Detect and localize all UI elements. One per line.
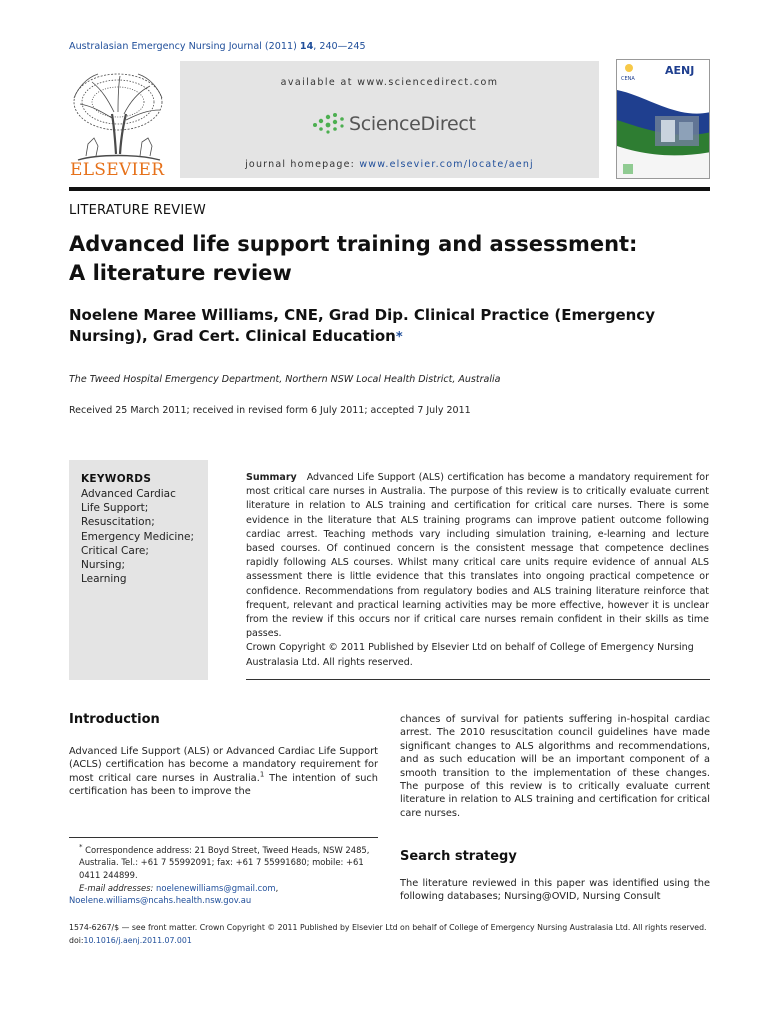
cover-badge: AENJ: [665, 64, 695, 77]
journal-pages: , 240—245: [313, 41, 366, 52]
abstract-divider: [246, 679, 710, 680]
keywords-heading: KEYWORDS: [81, 473, 152, 485]
abstract-summary: [246, 471, 709, 641]
introduction-paragraph: [69, 745, 378, 799]
authors-line2: Nursing), Grad Cert. Clinical Education: [69, 327, 396, 345]
keyword-item: Life Support;: [81, 502, 149, 515]
email-link-2[interactable]: Noelene.williams@ncahs.health.nsw.gov.au: [69, 895, 252, 906]
introduction-continued: chances of survival for patients suffering in-hospital cardiac arrest. The 2010 resuscitation council guidelines have made significant changes to ALS algorithms and recommendations, and as such education will be an important component of a smooth transition to the implementation of these changes. The purpose of this review is to critically evaluate current literature in relation to ALS training and certification for critical care nurses.: [400, 714, 710, 819]
introduction-text-b: The intention of such certification has been to improve the: [69, 772, 379, 798]
journal-cover-thumbnail[interactable]: [616, 59, 710, 179]
front-matter-line: 1574-6267/$ — see front matter. Crown Copyright © 2011 Published by Elsevier Ltd on behalf of College of Emergency Nursing Australasia Ltd. All rights reserved.: [69, 923, 707, 932]
footnote-mark: *: [79, 843, 83, 851]
doi-label: doi:: [69, 936, 84, 945]
keyword-item: Resuscitation;: [81, 516, 155, 529]
keyword-item: Learning: [81, 573, 127, 586]
doi-link[interactable]: 10.1016/j.aenj.2011.07.001: [83, 936, 192, 945]
sciencedirect-dots-icon: [311, 111, 347, 137]
email-link-1[interactable]: noelenewilliams@gmail.com: [156, 882, 276, 893]
abstract: [246, 471, 709, 670]
abstract-summary-text: Advanced Life Support (ALS) certification has become a mandatory requirement for most critical care nurses in Australia. The purpose of this review is to critically evaluate current literature in relation to ALS training and certification for critical care nurses. There is some evidence in the literature that ALS training programs can improve patient outcome following cardiac arrest. Teaching methods vary including simulation training, e-learning and lecture based courses. Of continued concern is the consistent message that competence declines rapidly following ALS courses. Whilst many critical care units require evidence of annual ALS assessment there is little evidence that this translates into ongoing practical competence or confidence. Recommendations from regulatory bodies and ALS training literature reinforce that frequent, relevant and practical learning activities may be more effective, however it is unclear from the review if this occurs nor if critical care nurses remain confident in their skills as time passes.: [246, 472, 709, 640]
footnote-address: [69, 841, 378, 882]
sciencedirect-wordmark: ScienceDirect: [349, 113, 476, 135]
article-authors: [69, 305, 709, 348]
journal-cover-image: [617, 60, 710, 179]
citation-ref[interactable]: 1: [259, 770, 265, 779]
search-strategy-heading: Search strategy: [400, 849, 517, 864]
email-label: E-mail addresses:: [79, 882, 154, 893]
keyword-item: Critical Care;: [81, 544, 149, 557]
article-title-line1: Advanced life support training and assessment:: [69, 232, 638, 256]
received-dates: Received 25 March 2011; received in revised form 6 July 2011; accepted 7 July 2011: [69, 405, 471, 416]
front-matter-note: [69, 921, 710, 947]
correspondence-mark[interactable]: *: [395, 330, 403, 345]
elsevier-wordmark: ELSEVIER: [70, 160, 165, 180]
keywords-list: [81, 487, 208, 586]
correspondence-footnote: [69, 841, 378, 907]
article-section-label: LITERATURE REVIEW: [69, 203, 206, 218]
doi-line: [69, 934, 710, 947]
search-strategy-paragraph: The literature reviewed in this paper was identified using the following databases; Nursing@OVID, Nursing Consult: [400, 878, 710, 903]
journal-reference[interactable]: [69, 41, 366, 52]
authors-line1: Noelene Maree Williams, CNE, Grad Dip. Clinical Practice (Emergency: [69, 306, 655, 324]
introduction-text-a: Advanced Life Support (ALS) or Advanced Cardiac Life Support (ACLS) certification has become a mandatory requirement for most critical care nurses in Australia.: [69, 746, 378, 784]
footnote-address-text: Correspondence address: 21 Boyd Street, Tweed Heads, NSW 2485, Australia. Tel.: +61 7 55992091; fax: +61 7 55991680; mobile: +61 0411 244899.: [79, 844, 370, 880]
keyword-item: Emergency Medicine;: [81, 530, 195, 543]
abstract-copyright: Crown Copyright © 2011 Published by Elsevier Ltd on behalf of College of Emergency Nursing Australasia Ltd. All rights reserved.: [246, 642, 694, 668]
introduction-heading: Introduction: [69, 712, 160, 727]
header-divider: [69, 187, 710, 191]
journal-name: Australasian Emergency Nursing Journal (2011): [69, 41, 297, 52]
journal-homepage: [180, 159, 599, 170]
article-title: [69, 230, 709, 288]
sciencedirect-banner: [180, 61, 599, 178]
journal-homepage-label: journal homepage:: [245, 159, 356, 170]
footnote-divider: [69, 837, 378, 838]
article-title-line2: A literature review: [69, 261, 292, 285]
cover-org: CENA: [621, 76, 635, 82]
footnote-emails: E-mail addresses: noelenewilliams@gmail.com,: [79, 882, 279, 893]
abstract-summary-label: Summary: [246, 472, 297, 483]
keyword-item: Advanced Cardiac: [81, 488, 176, 500]
journal-homepage-link[interactable]: www.elsevier.com/locate/aenj: [359, 159, 534, 170]
footnote-email-2-line: [69, 894, 378, 907]
keywords-box: [69, 460, 208, 680]
journal-volume: 14: [299, 41, 314, 52]
author-affiliation: The Tweed Hospital Emergency Department, Northern NSW Local Health District, Australia: [69, 374, 501, 385]
sciencedirect-availability[interactable]: available at www.sciencedirect.com: [280, 77, 499, 88]
keyword-item: Nursing;: [81, 559, 126, 572]
sciencedirect-logo[interactable]: [311, 111, 476, 139]
